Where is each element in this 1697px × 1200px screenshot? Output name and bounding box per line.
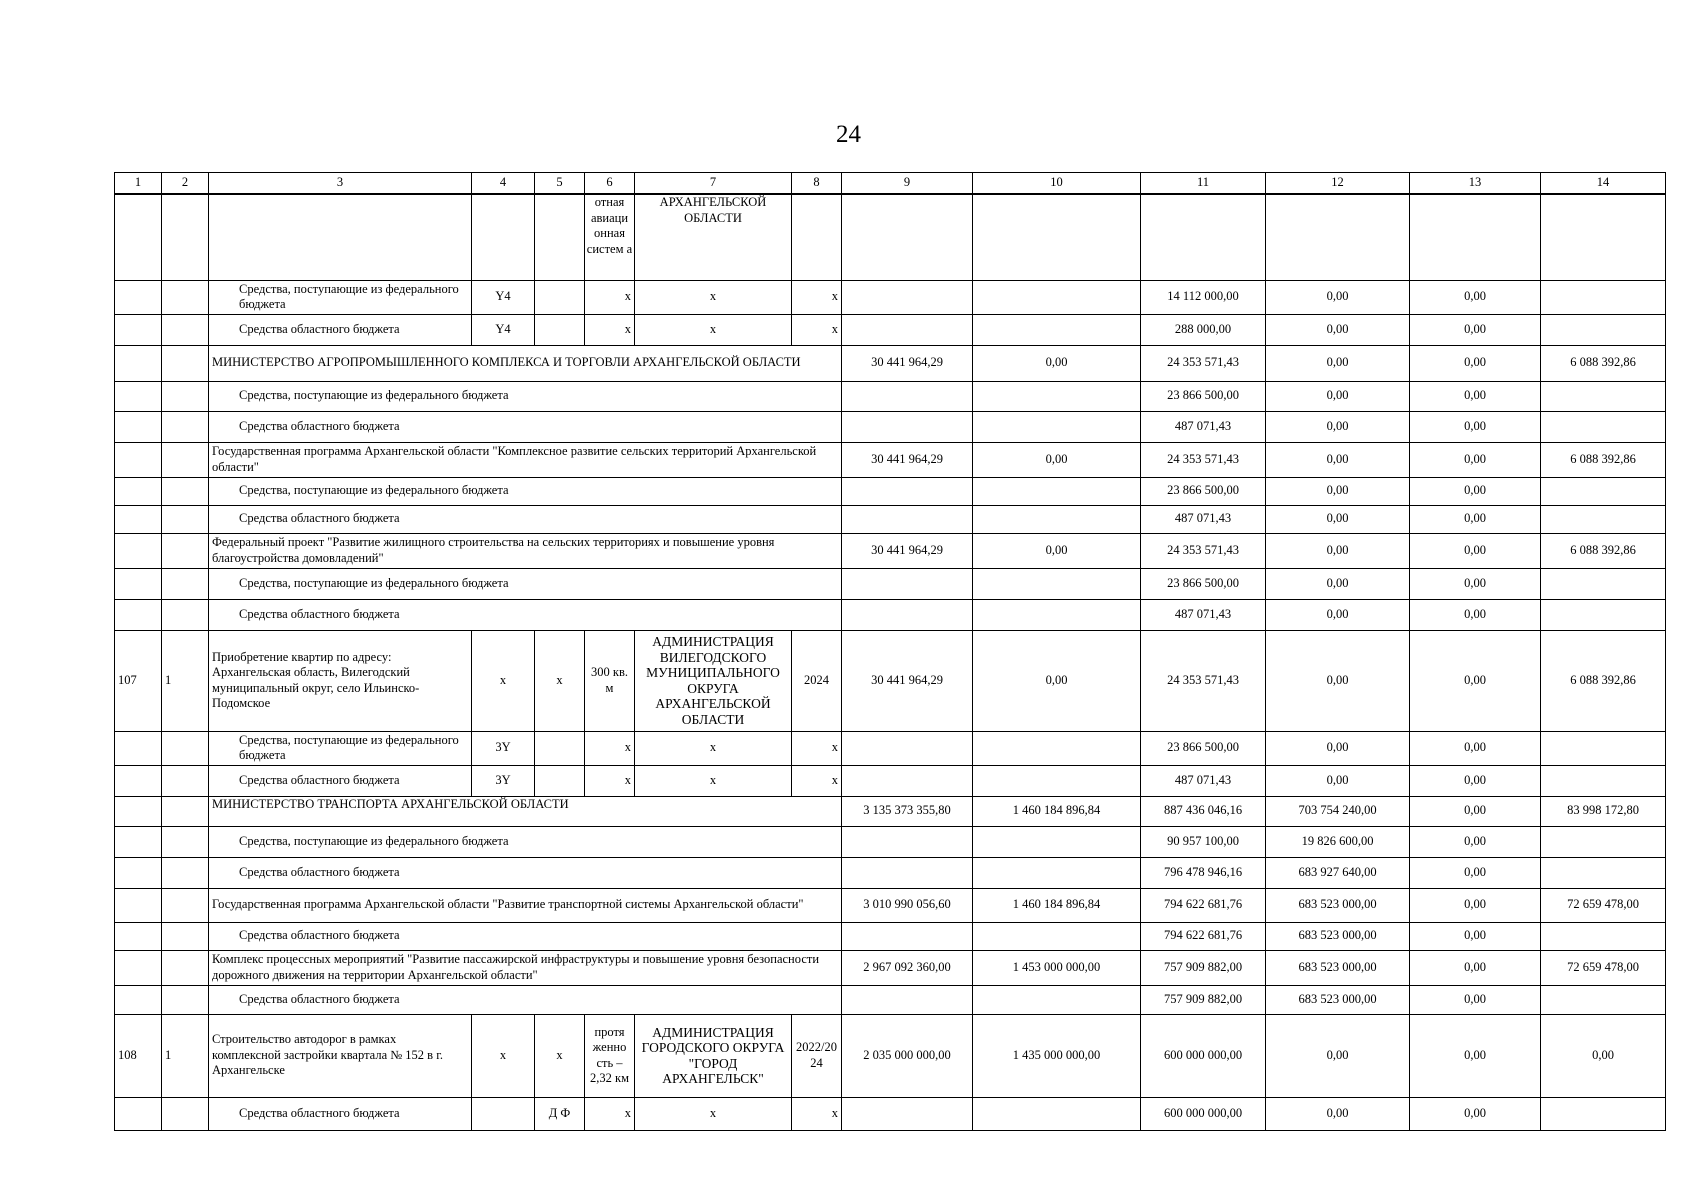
cell-amount: 0,00 bbox=[1410, 888, 1541, 922]
column-header: 14 bbox=[1541, 173, 1666, 195]
cell-amount: 487 071,43 bbox=[1141, 765, 1266, 796]
cell-amount: 0,00 bbox=[1410, 985, 1541, 1014]
cell-source: Средства областного бюджета bbox=[209, 857, 842, 888]
cell-amount: 2 967 092 360,00 bbox=[842, 950, 973, 985]
cell-mark: x bbox=[635, 314, 792, 345]
table-row bbox=[115, 796, 1666, 826]
table-row bbox=[115, 194, 1666, 280]
cell-amount: 0,00 bbox=[1410, 314, 1541, 345]
cell-amount: 757 909 882,00 bbox=[1141, 950, 1266, 985]
cell-amount: 0,00 bbox=[973, 345, 1141, 381]
cell-capacity: протя женно сть – 2,32 км bbox=[585, 1014, 635, 1097]
cell-code: x bbox=[472, 1014, 535, 1097]
cell-code: Y4 bbox=[472, 314, 535, 345]
column-header: 13 bbox=[1410, 173, 1541, 195]
cell-amount: 0,00 bbox=[1410, 922, 1541, 950]
cell-capacity: 300 кв. м bbox=[585, 630, 635, 731]
cell-amount: 0,00 bbox=[973, 533, 1141, 568]
table-row bbox=[115, 314, 1666, 345]
cell-mark: x bbox=[792, 731, 842, 765]
cell-amount: 600 000 000,00 bbox=[1141, 1014, 1266, 1097]
column-header: 1 bbox=[115, 173, 162, 195]
cell-amount: 30 441 964,29 bbox=[842, 442, 973, 477]
cell-capacity: отная авиаци онная систем а bbox=[585, 194, 635, 280]
table-row bbox=[115, 630, 1666, 731]
table-row bbox=[115, 568, 1666, 599]
cell-amount: 0,00 bbox=[1410, 477, 1541, 505]
cell-amount: 0,00 bbox=[1410, 442, 1541, 477]
table-row bbox=[115, 765, 1666, 796]
cell-amount: 6 088 392,86 bbox=[1541, 442, 1666, 477]
cell-amount: 794 622 681,76 bbox=[1141, 888, 1266, 922]
cell-customer: АДМИНИСТРАЦИЯ ГОРОДСКОГО ОКРУГА "ГОРОД АРХАНГЕЛЬСК" bbox=[635, 1014, 792, 1097]
table-row bbox=[115, 731, 1666, 765]
cell-amount: 0,00 bbox=[1266, 477, 1410, 505]
cell-source: Средства, поступающие из федерального бюджета bbox=[209, 731, 472, 765]
column-header: 6 bbox=[585, 173, 635, 195]
cell-amount: 0,00 bbox=[1266, 505, 1410, 533]
cell-title: Государственная программа Архангельской области "Развитие транспортной системы Архангельской области" bbox=[209, 888, 842, 922]
cell-amount: 757 909 882,00 bbox=[1141, 985, 1266, 1014]
cell-amount: 30 441 964,29 bbox=[842, 345, 973, 381]
column-header: 2 bbox=[162, 173, 209, 195]
cell-code: x bbox=[472, 630, 535, 731]
cell-amount: 24 353 571,43 bbox=[1141, 630, 1266, 731]
cell-amount: 0,00 bbox=[1266, 345, 1410, 381]
cell-object-name: Строительство автодорог в рамках комплексной застройки квартала № 152 в г. Архангельске bbox=[209, 1014, 472, 1097]
cell-code: 3Y bbox=[472, 765, 535, 796]
cell-amount: 72 659 478,00 bbox=[1541, 950, 1666, 985]
cell-amount: 0,00 bbox=[1410, 381, 1541, 411]
cell-amount: 683 523 000,00 bbox=[1266, 985, 1410, 1014]
cell-amount: 3 010 990 056,60 bbox=[842, 888, 973, 922]
cell-amount: 0,00 bbox=[1410, 568, 1541, 599]
cell-source: Средства областного бюджета bbox=[209, 411, 842, 442]
table-row bbox=[115, 857, 1666, 888]
column-header: 7 bbox=[635, 173, 792, 195]
cell-mark: x bbox=[585, 765, 635, 796]
cell-amount: 0,00 bbox=[1410, 731, 1541, 765]
cell-title: МИНИСТЕРСТВО АГРОПРОМЫШЛЕННОГО КОМПЛЕКСА И ТОРГОВЛИ АРХАНГЕЛЬСКОЙ ОБЛАСТИ bbox=[209, 345, 842, 381]
column-header: 9 bbox=[842, 173, 973, 195]
cell-amount: 0,00 bbox=[1410, 1014, 1541, 1097]
cell-mark: x bbox=[635, 1097, 792, 1130]
cell-mark: x bbox=[792, 314, 842, 345]
cell-amount: 23 866 500,00 bbox=[1141, 568, 1266, 599]
cell-amount: 0,00 bbox=[1266, 630, 1410, 731]
cell-amount: 0,00 bbox=[1410, 765, 1541, 796]
cell-amount: 0,00 bbox=[1410, 826, 1541, 857]
cell-source: Средства областного бюджета bbox=[209, 922, 842, 950]
cell-amount: 0,00 bbox=[1266, 765, 1410, 796]
cell-title: Государственная программа Архангельской области "Комплексное развитие сельских территорий Архангельской области" bbox=[209, 442, 842, 477]
header-row bbox=[115, 173, 1666, 195]
cell-amount: 600 000 000,00 bbox=[1141, 1097, 1266, 1130]
table-row bbox=[115, 826, 1666, 857]
table-row bbox=[115, 922, 1666, 950]
cell-mark: x bbox=[585, 280, 635, 314]
table-row bbox=[115, 599, 1666, 630]
cell-source: Средства, поступающие из федерального бюджета bbox=[209, 381, 842, 411]
table-row bbox=[115, 477, 1666, 505]
cell-amount: 3 135 373 355,80 bbox=[842, 796, 973, 826]
cell-amount: 703 754 240,00 bbox=[1266, 796, 1410, 826]
table-row bbox=[115, 888, 1666, 922]
cell-amount: 0,00 bbox=[1410, 950, 1541, 985]
cell-object-name: Приобретение квартир по адресу: Архангельская область, Вилегодский муниципальный округ, село Ильинско-Подомское bbox=[209, 630, 472, 731]
cell-amount: 30 441 964,29 bbox=[842, 533, 973, 568]
cell-amount: 683 523 000,00 bbox=[1266, 922, 1410, 950]
cell-mark: x bbox=[792, 1097, 842, 1130]
cell-amount: 6 088 392,86 bbox=[1541, 345, 1666, 381]
page-number: 24 bbox=[836, 121, 861, 148]
cell-amount: 887 436 046,16 bbox=[1141, 796, 1266, 826]
cell-amount: 0,00 bbox=[1266, 599, 1410, 630]
cell-sub-number: 1 bbox=[162, 630, 209, 731]
cell-amount: 0,00 bbox=[1410, 630, 1541, 731]
cell-amount: 0,00 bbox=[1266, 411, 1410, 442]
cell-mark: x bbox=[585, 731, 635, 765]
cell-title: Федеральный проект "Развитие жилищного строительства на сельских территориях и повышение уровня благоустройства домовладений" bbox=[209, 533, 842, 568]
cell-amount: 0,00 bbox=[1410, 857, 1541, 888]
table-row bbox=[115, 950, 1666, 985]
cell-amount: 0,00 bbox=[973, 442, 1141, 477]
cell-customer: АРХАНГЕЛЬСКОЙ ОБЛАСТИ bbox=[635, 194, 792, 280]
column-header: 8 bbox=[792, 173, 842, 195]
cell-amount: 23 866 500,00 bbox=[1141, 731, 1266, 765]
cell-amount: 14 112 000,00 bbox=[1141, 280, 1266, 314]
cell-source: Средства областного бюджета bbox=[209, 765, 472, 796]
cell-amount: 19 826 600,00 bbox=[1266, 826, 1410, 857]
cell-source: Средства областного бюджета bbox=[209, 314, 472, 345]
cell-amount: 30 441 964,29 bbox=[842, 630, 973, 731]
cell-period: 2024 bbox=[792, 630, 842, 731]
cell-amount: 72 659 478,00 bbox=[1541, 888, 1666, 922]
cell-amount: 83 998 172,80 bbox=[1541, 796, 1666, 826]
cell-source: Средства областного бюджета bbox=[209, 505, 842, 533]
cell-mark: x bbox=[585, 1097, 635, 1130]
cell-row-number: 107 bbox=[115, 630, 162, 731]
cell-amount: 24 353 571,43 bbox=[1141, 533, 1266, 568]
cell-amount: 0,00 bbox=[1410, 345, 1541, 381]
cell-amount: 0,00 bbox=[1266, 1014, 1410, 1097]
cell-source: Средства областного бюджета bbox=[209, 599, 842, 630]
cell-mark: x bbox=[535, 1014, 585, 1097]
cell-customer: АДМИНИСТРАЦИЯ ВИЛЕГОДСКОГО МУНИЦИПАЛЬНОГО ОКРУГА АРХАНГЕЛЬСКОЙ ОБЛАСТИ bbox=[635, 630, 792, 731]
cell-amount: 1 453 000 000,00 bbox=[973, 950, 1141, 985]
cell-period: 2022/2024 bbox=[792, 1014, 842, 1097]
cell-amount: 24 353 571,43 bbox=[1141, 345, 1266, 381]
cell-mark: x bbox=[635, 731, 792, 765]
column-header: 5 bbox=[535, 173, 585, 195]
cell-amount: 487 071,43 bbox=[1141, 505, 1266, 533]
cell-amount: 683 523 000,00 bbox=[1266, 950, 1410, 985]
cell-mark: x bbox=[535, 630, 585, 731]
cell-amount: 0,00 bbox=[1266, 568, 1410, 599]
cell-amount: 0,00 bbox=[1266, 533, 1410, 568]
table-row bbox=[115, 1014, 1666, 1097]
cell-amount: 23 866 500,00 bbox=[1141, 381, 1266, 411]
cell-amount: 487 071,43 bbox=[1141, 411, 1266, 442]
cell-amount: 0,00 bbox=[1410, 796, 1541, 826]
cell-amount: 0,00 bbox=[1266, 1097, 1410, 1130]
column-header: 11 bbox=[1141, 173, 1266, 195]
cell-amount: 683 927 640,00 bbox=[1266, 857, 1410, 888]
column-header: 3 bbox=[209, 173, 472, 195]
cell-amount: 0,00 bbox=[1410, 533, 1541, 568]
cell-amount: 1 435 000 000,00 bbox=[973, 1014, 1141, 1097]
table-row bbox=[115, 985, 1666, 1014]
table-row bbox=[115, 381, 1666, 411]
cell-amount: 1 460 184 896,84 bbox=[973, 888, 1141, 922]
cell-title: МИНИСТЕРСТВО ТРАНСПОРТА АРХАНГЕЛЬСКОЙ ОБЛАСТИ bbox=[209, 796, 842, 826]
table-row bbox=[115, 533, 1666, 568]
cell-amount: 0,00 bbox=[1410, 1097, 1541, 1130]
table-row bbox=[115, 280, 1666, 314]
cell-amount: 1 460 184 896,84 bbox=[973, 796, 1141, 826]
cell-code: 3Y bbox=[472, 731, 535, 765]
cell-amount: 288 000,00 bbox=[1141, 314, 1266, 345]
cell-mark: x bbox=[792, 765, 842, 796]
cell-amount: 0,00 bbox=[1410, 411, 1541, 442]
cell-mark: Д Ф bbox=[535, 1097, 585, 1130]
cell-amount: 2 035 000 000,00 bbox=[842, 1014, 973, 1097]
cell-amount: 24 353 571,43 bbox=[1141, 442, 1266, 477]
cell-mark: x bbox=[792, 280, 842, 314]
cell-amount: 0,00 bbox=[1541, 1014, 1666, 1097]
cell-amount: 6 088 392,86 bbox=[1541, 630, 1666, 731]
table-row bbox=[115, 505, 1666, 533]
cell-amount: 0,00 bbox=[973, 630, 1141, 731]
cell-source: Средства, поступающие из федерального бюджета bbox=[209, 826, 842, 857]
cell-amount: 683 523 000,00 bbox=[1266, 888, 1410, 922]
cell-source: Средства, поступающие из федерального бюджета bbox=[209, 280, 472, 314]
column-header: 4 bbox=[472, 173, 535, 195]
cell-title: Комплекс процессных мероприятий "Развитие пассажирской инфраструктуры и повышение уровня безопасности дорожного движения на территории Архангельской области" bbox=[209, 950, 842, 985]
cell-sub-number: 1 bbox=[162, 1014, 209, 1097]
cell-mark: x bbox=[585, 314, 635, 345]
cell-amount: 0,00 bbox=[1266, 381, 1410, 411]
cell-amount: 487 071,43 bbox=[1141, 599, 1266, 630]
cell-amount: 0,00 bbox=[1266, 442, 1410, 477]
cell-source: Средства областного бюджета bbox=[209, 1097, 472, 1130]
table-row bbox=[115, 345, 1666, 381]
cell-amount: 0,00 bbox=[1410, 280, 1541, 314]
cell-row-number: 108 bbox=[115, 1014, 162, 1097]
cell-mark: x bbox=[635, 280, 792, 314]
cell-source: Средства областного бюджета bbox=[209, 985, 842, 1014]
cell-amount: 6 088 392,86 bbox=[1541, 533, 1666, 568]
budget-table bbox=[114, 172, 1666, 1131]
cell-amount: 0,00 bbox=[1266, 280, 1410, 314]
table-row bbox=[115, 1097, 1666, 1130]
table-row bbox=[115, 442, 1666, 477]
column-header: 12 bbox=[1266, 173, 1410, 195]
cell-amount: 0,00 bbox=[1410, 505, 1541, 533]
cell-amount: 0,00 bbox=[1266, 314, 1410, 345]
cell-source: Средства, поступающие из федерального бюджета bbox=[209, 477, 842, 505]
cell-amount: 796 478 946,16 bbox=[1141, 857, 1266, 888]
cell-source: Средства, поступающие из федерального бюджета bbox=[209, 568, 842, 599]
column-header: 10 bbox=[973, 173, 1141, 195]
cell-amount: 23 866 500,00 bbox=[1141, 477, 1266, 505]
cell-code: Y4 bbox=[472, 280, 535, 314]
cell-amount: 0,00 bbox=[1266, 731, 1410, 765]
table-row bbox=[115, 411, 1666, 442]
cell-amount: 90 957 100,00 bbox=[1141, 826, 1266, 857]
cell-mark: x bbox=[635, 765, 792, 796]
cell-amount: 0,00 bbox=[1410, 599, 1541, 630]
cell-amount: 794 622 681,76 bbox=[1141, 922, 1266, 950]
